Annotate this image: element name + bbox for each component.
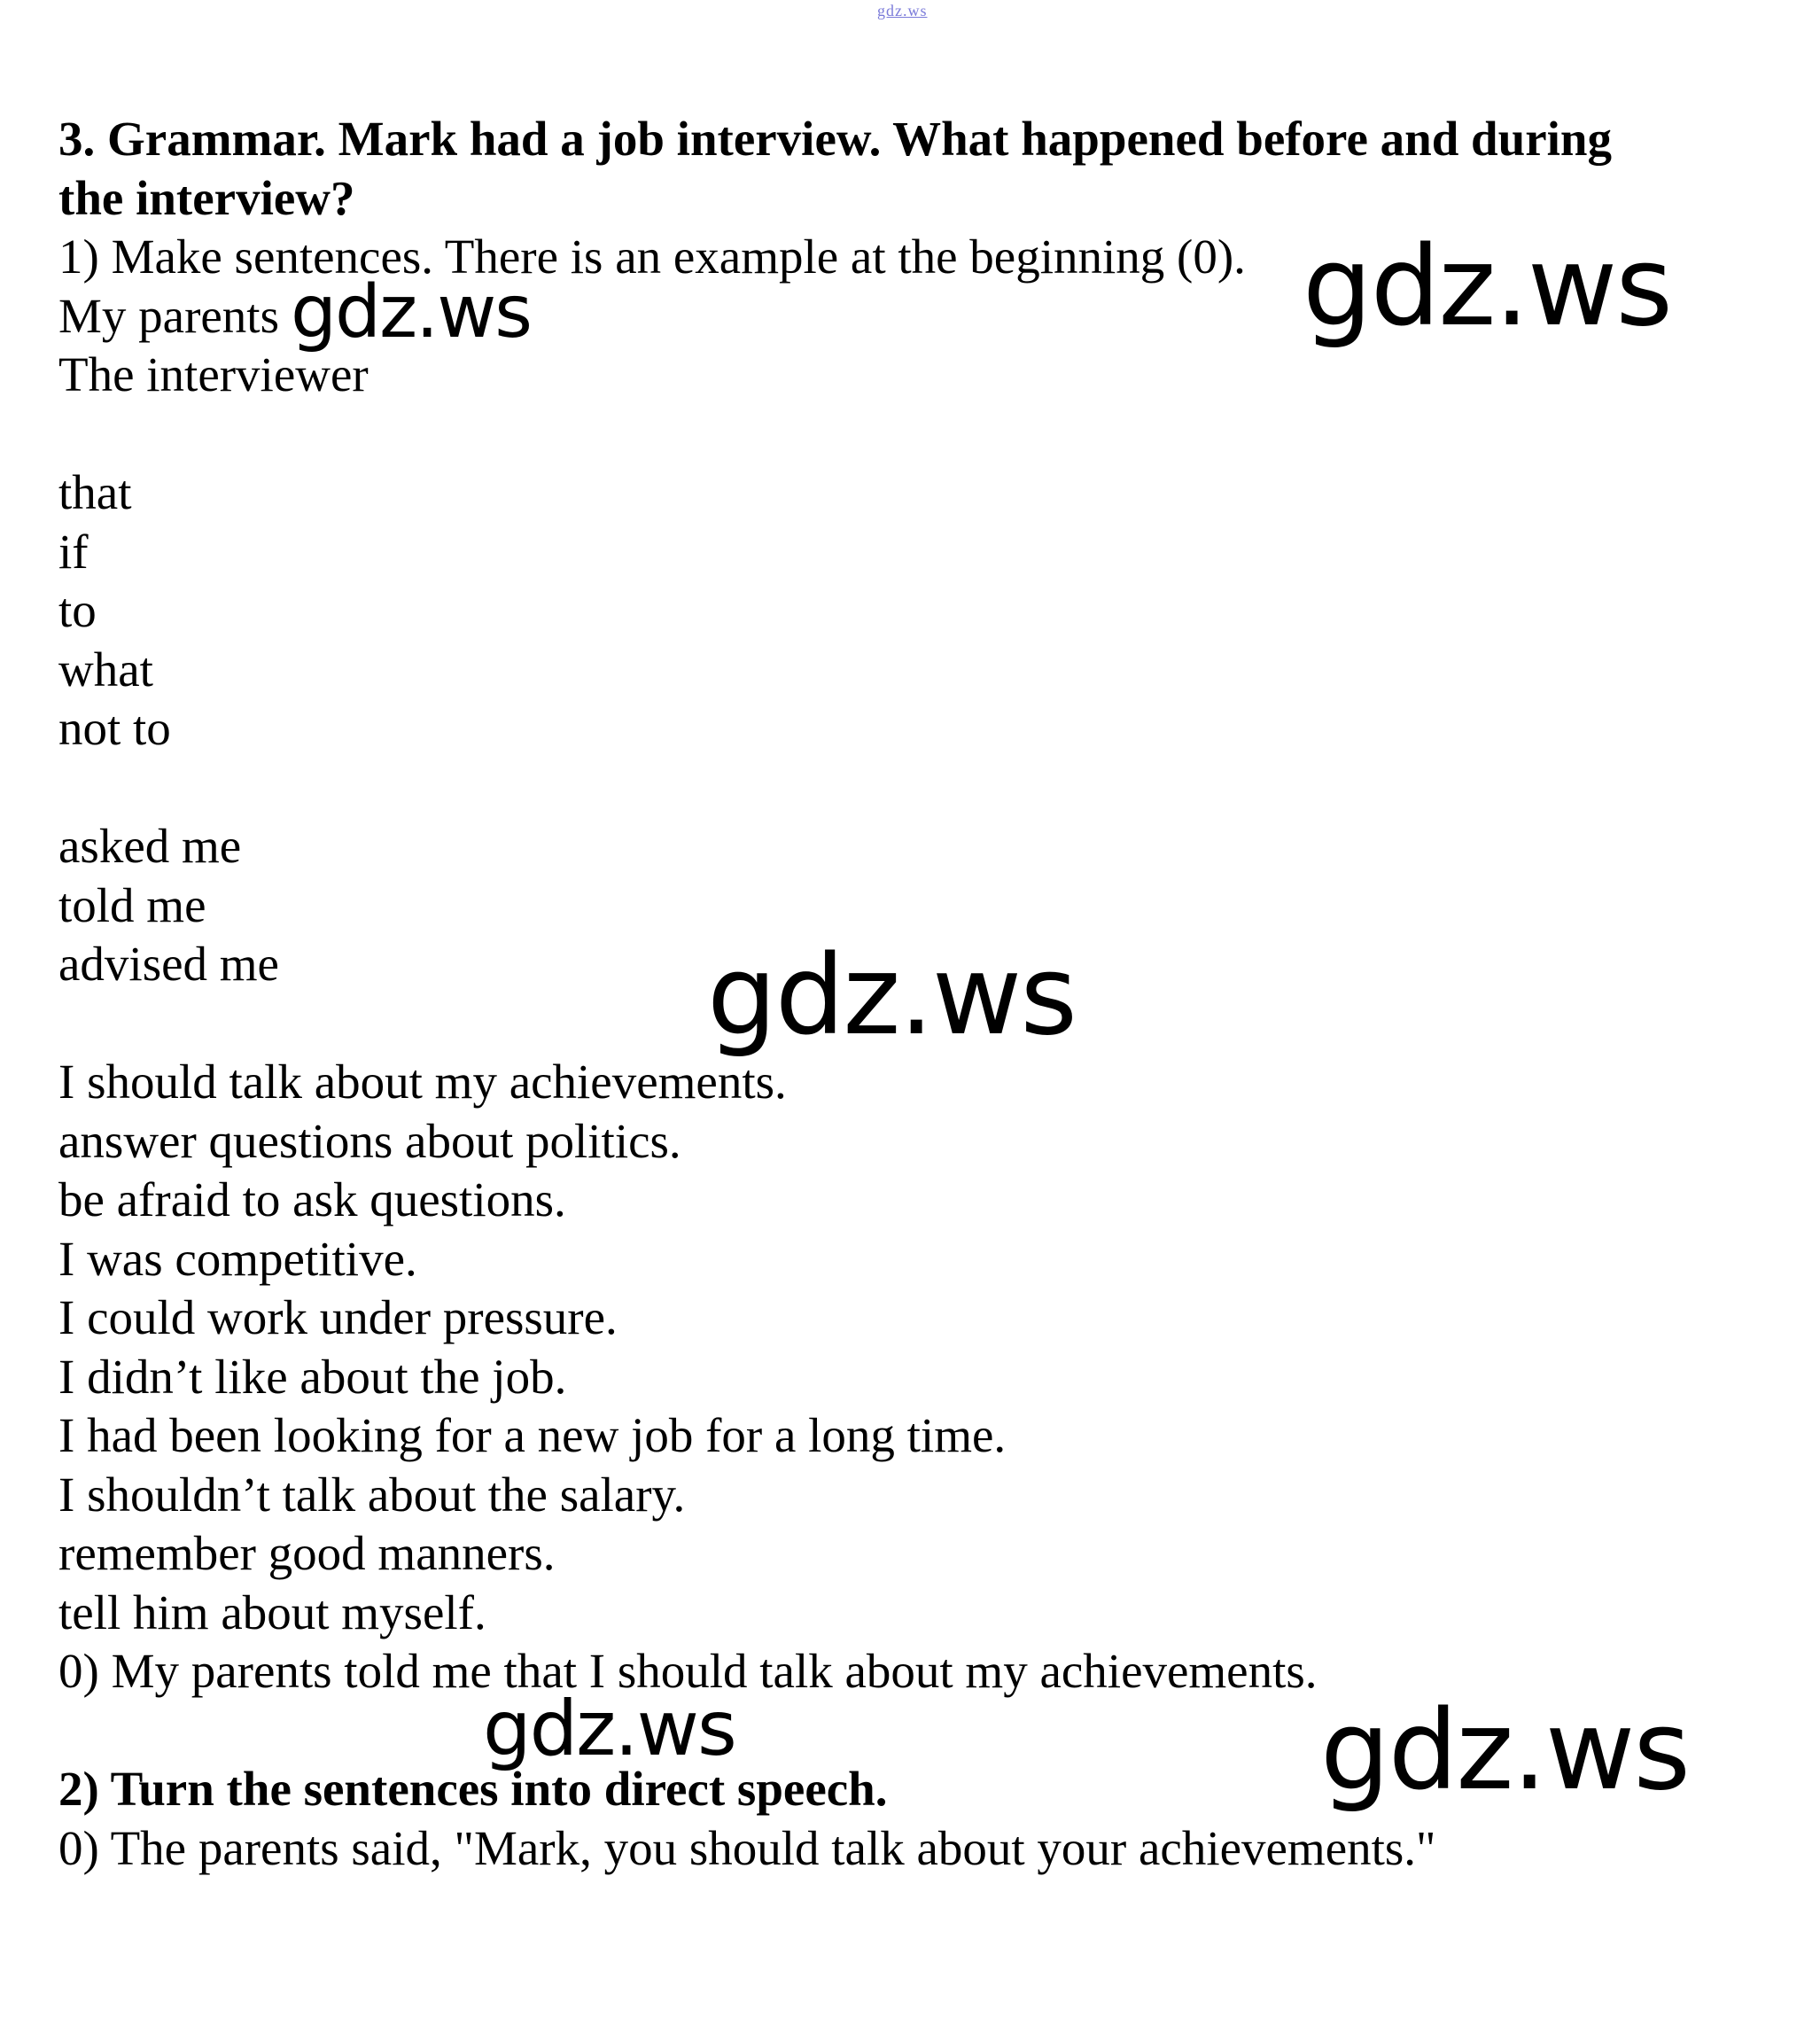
verb-item: advised me [58, 937, 279, 991]
verb-item: told me [58, 877, 206, 932]
spacer [58, 405, 1769, 464]
spacer [58, 759, 1769, 818]
watermark: gdz.ws [291, 270, 531, 354]
connector-item: to [58, 583, 97, 637]
ending-item: I should talk about my achievements. [58, 1055, 787, 1109]
ending-item: answer questions about politics. [58, 1113, 681, 1168]
ending-item: be afraid to ask questions. [58, 1172, 566, 1226]
subject-item: The interviewer [58, 347, 369, 401]
ending-item: I could work under pressure. [58, 1290, 618, 1344]
ending-item: I was competitive. [58, 1231, 417, 1286]
ending-item: I shouldn’t talk about the salary. [58, 1467, 686, 1522]
connector-item: not to [58, 701, 171, 755]
connector-item: if [58, 524, 89, 579]
ending-item: tell him about myself. [58, 1584, 486, 1639]
ending-item: I didn’t like about the job. [58, 1349, 567, 1404]
exercise-title-line-2: the interview? [58, 170, 355, 225]
example-sentence: 0) My parents told me that I should talk about my achievements. [58, 1644, 1318, 1698]
part2-example: 0) The parents said, "Mark, you should talk about your achievements." [58, 1820, 1436, 1875]
verb-item: asked me [58, 819, 242, 873]
ending-item: I had been looking for a new job for a long time. [58, 1408, 1007, 1462]
watermark: gdz.ws [1303, 223, 1671, 351]
connector-item: what [58, 642, 153, 697]
watermark: gdz.ws [707, 932, 1076, 1060]
instruction-text: 1) Make sentences. There is an example at the beginning (0). [58, 230, 1246, 284]
top-watermark-link: gdz.ws [877, 2, 928, 19]
part2-title: 2) Turn the sentences into direct speech. [58, 1762, 888, 1816]
watermark: gdz.ws [1320, 1687, 1689, 1815]
connector-item: that [58, 465, 132, 519]
ending-item: remember good manners. [58, 1526, 556, 1580]
exercise-title-line-1: 3. Grammar. Mark had a job interview. What happened before and during [58, 112, 1613, 166]
subject-item: My parents [58, 288, 279, 343]
watermark: gdz.ws [483, 1685, 735, 1773]
